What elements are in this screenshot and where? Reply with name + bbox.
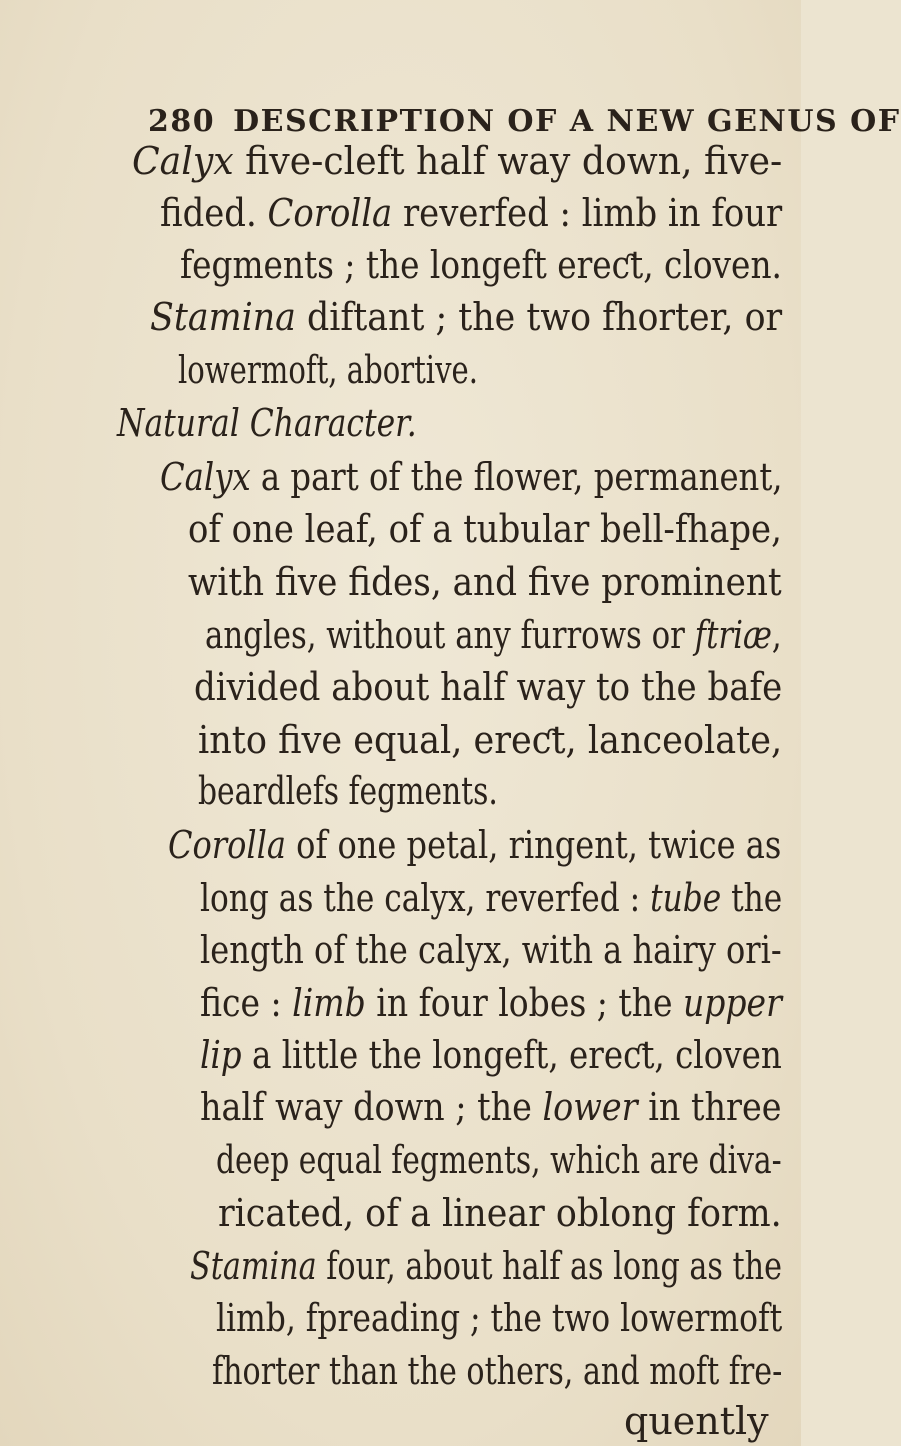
text-run: angles, without any furrows or <box>205 613 695 657</box>
text-run: beardlefs fegments. <box>198 769 498 813</box>
text-run: reverfed : limb in four <box>392 191 783 235</box>
text-run: a part of the flower, permanent, <box>250 455 783 499</box>
text-run: of one leaf, of a tubular bell-fhape, <box>188 507 782 551</box>
text-run: into five equal, ereƈt, lanceolate, <box>198 718 783 762</box>
text-line <box>216 1296 783 1340</box>
text-line <box>200 1085 782 1129</box>
page-number: 280 <box>148 104 216 139</box>
text-line <box>198 769 498 813</box>
text-line <box>205 613 782 657</box>
text-line <box>132 139 783 183</box>
text-line <box>212 1349 783 1393</box>
text-line <box>194 665 783 709</box>
text-run: divided about half way to the bafe <box>194 665 783 709</box>
running-header <box>148 104 901 139</box>
text-line <box>200 876 783 920</box>
text-line <box>160 191 783 235</box>
text-line <box>180 243 782 287</box>
text-run: four, about half as long as the <box>316 1244 783 1288</box>
text-run: deep equal fegments, which are diva- <box>216 1138 782 1182</box>
italic-term: limb <box>292 981 366 1025</box>
text-run: in three <box>637 1085 782 1129</box>
text-line <box>160 455 783 499</box>
text-run: of one petal, ringent, twice as <box>285 823 782 867</box>
text-run: long as the calyx, reverfed : <box>200 876 651 920</box>
text-line <box>216 1138 782 1182</box>
text-run: quently <box>624 1399 769 1443</box>
text-line <box>178 348 478 392</box>
text-line <box>624 1399 784 1443</box>
italic-term: Corolla <box>168 823 286 867</box>
text-line <box>200 1033 782 1077</box>
text-run: length of the calyx, with a hairy ori- <box>200 928 782 972</box>
text-run: fhorter than the others, and moft fre- <box>212 1349 783 1393</box>
text-run: the <box>721 876 783 920</box>
italic-term: Natural Character. <box>117 401 417 445</box>
text-line <box>200 928 782 972</box>
italic-term: lip <box>200 1033 242 1077</box>
text-run: fice : <box>200 981 293 1025</box>
text-line <box>168 823 782 867</box>
text-line <box>218 1191 782 1235</box>
italic-term: Calyx <box>160 455 251 499</box>
text-run: in four lobes ; the <box>365 981 684 1025</box>
italic-term: Calyx <box>132 139 234 183</box>
text-line <box>188 560 782 604</box>
text-run: fided. <box>160 191 268 235</box>
text-line <box>150 295 783 339</box>
text-run: five-cleft half way down, five- <box>233 139 783 183</box>
italic-term: upper <box>683 981 782 1025</box>
text-line <box>198 718 783 762</box>
text-run: fegments ; the longeft ereƈt, cloven. <box>180 243 782 287</box>
running-title: DESCRIPTION OF A NEW GENUS OF <box>233 104 901 139</box>
italic-term: lower <box>542 1085 638 1129</box>
italic-term: Stamina <box>150 295 296 339</box>
text-run: lowermoft, abortive. <box>178 348 478 392</box>
text-run: half way down ; the <box>200 1085 543 1129</box>
italic-term: ftriæ <box>694 613 772 657</box>
text-run: limb, fpreading ; the two lowermoft <box>216 1296 783 1340</box>
italic-term: tube <box>650 876 722 920</box>
text-line <box>188 507 782 551</box>
text-run: diftant ; the two fhorter, or <box>295 295 783 339</box>
text-run: with five fides, and five prominent <box>188 560 782 604</box>
text-run: a little the longeft, ereƈt, cloven <box>241 1033 782 1077</box>
text-line <box>190 1244 783 1288</box>
text-run: , <box>771 613 782 657</box>
italic-term: Corolla <box>267 191 393 235</box>
text-run: ricated, of a linear oblong form. <box>218 1191 782 1235</box>
italic-term: Stamina <box>190 1244 317 1288</box>
text-line <box>117 401 417 445</box>
text-line <box>200 981 782 1025</box>
